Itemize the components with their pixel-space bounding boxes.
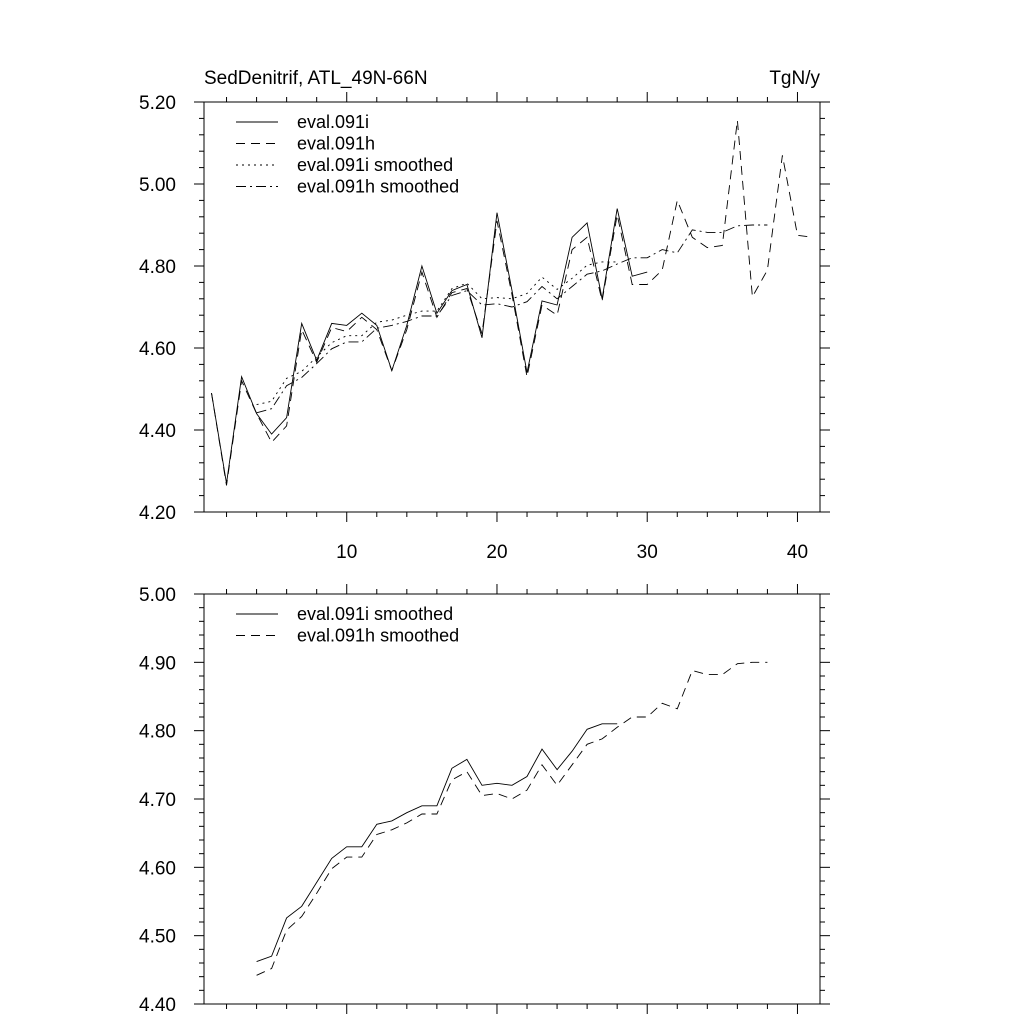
y-tick-label: 4.90 — [139, 653, 176, 675]
series-line — [212, 209, 648, 484]
legend — [236, 604, 459, 646]
plot-frame — [204, 594, 820, 1004]
series-line — [257, 662, 768, 975]
tick-marks — [194, 584, 830, 1014]
y-tick-label: 5.20 — [139, 93, 176, 114]
x-tick-label: 30 — [636, 542, 658, 563]
legend-label: eval.091i smoothed — [297, 604, 454, 624]
y-tick-labels — [139, 585, 176, 1016]
y-tick-label: 4.80 — [139, 257, 176, 278]
y-tick-label: 5.00 — [139, 585, 176, 606]
legend-label: eval.091i smoothed — [297, 155, 454, 175]
y-tick-labels — [139, 93, 176, 524]
y-tick-label: 4.50 — [139, 926, 176, 948]
legend-label: eval.091h smoothed — [297, 625, 460, 646]
series-line — [257, 724, 618, 962]
legend — [236, 112, 459, 197]
legend-label: eval.091h — [297, 133, 376, 154]
top-chart — [139, 68, 830, 563]
legend-label: eval.091i — [297, 112, 370, 132]
y-tick-label: 4.40 — [139, 421, 176, 442]
series-lines — [257, 662, 768, 975]
series-lines — [212, 120, 813, 485]
chart-title: SedDenitrif, ATL_49N-66N — [204, 68, 428, 89]
y-tick-label: 4.80 — [139, 721, 176, 743]
y-tick-label: 5.00 — [139, 175, 176, 196]
series-line — [212, 120, 813, 485]
units-label: TgN/y — [769, 68, 820, 89]
x-tick-label: 10 — [336, 542, 358, 563]
y-tick-label: 4.20 — [139, 503, 176, 524]
y-tick-label: 4.60 — [139, 858, 176, 880]
x-tick-label: 40 — [786, 542, 809, 563]
bottom-chart — [139, 584, 830, 1016]
legend-label: eval.091h smoothed — [297, 176, 460, 197]
y-tick-label: 4.40 — [139, 995, 176, 1016]
series-line — [257, 225, 768, 413]
series-line — [257, 262, 618, 405]
y-tick-label: 4.70 — [139, 790, 176, 811]
y-tick-label: 4.60 — [139, 339, 176, 360]
x-tick-label: 20 — [486, 542, 508, 563]
x-tick-labels — [336, 542, 808, 563]
